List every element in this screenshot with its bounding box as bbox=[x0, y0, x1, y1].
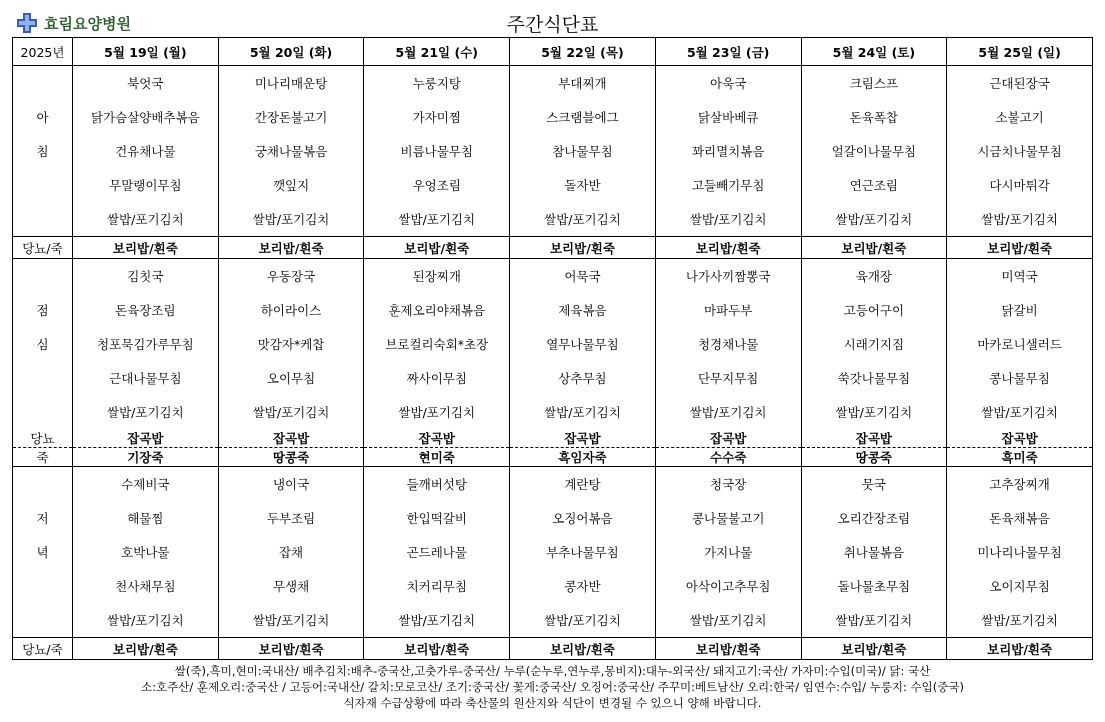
menu-item: 스크램블에그 bbox=[510, 100, 656, 134]
menu-item: 누룽지탕 bbox=[364, 66, 510, 101]
menu-item: 단무지무침 bbox=[655, 361, 801, 395]
dinner-row bbox=[13, 569, 1093, 603]
menu-item: 계란탕 bbox=[510, 467, 656, 502]
menu-item: 쌀밥/포기김치 bbox=[73, 395, 219, 429]
menu-item: 아삭이고추무침 bbox=[655, 569, 801, 603]
menu-item: 호박나물 bbox=[73, 535, 219, 569]
menu-item: 쌀밥/포기김치 bbox=[801, 395, 947, 429]
breakfast-special-row-item: 보리밥/흰죽 bbox=[364, 237, 510, 259]
dinner-label-cell bbox=[13, 467, 73, 502]
menu-item: 쌀밥/포기김치 bbox=[218, 603, 364, 638]
menu-item: 쌀밥/포기김치 bbox=[364, 603, 510, 638]
menu-item: 청경채나물 bbox=[655, 327, 801, 361]
dinner-row bbox=[13, 467, 1093, 502]
menu-item: 쌀밥/포기김치 bbox=[73, 603, 219, 638]
day-header: 5월 22일 (목) bbox=[510, 38, 656, 66]
dinner-label: 저 bbox=[13, 501, 73, 535]
breakfast-special-row-item: 보리밥/흰죽 bbox=[510, 237, 656, 259]
menu-item: 취나물볶음 bbox=[801, 535, 947, 569]
menu-item: 한입떡갈비 bbox=[364, 501, 510, 535]
menu-item: 콩자반 bbox=[510, 569, 656, 603]
breakfast-label-cell bbox=[13, 202, 73, 237]
lunch-diabetes-row-item: 잡곡밥 bbox=[364, 429, 510, 448]
page-title: 주간식단표 bbox=[506, 14, 599, 36]
menu-item: 짜사이무침 bbox=[364, 361, 510, 395]
menu-item: 쌀밥/포기김치 bbox=[947, 603, 1093, 638]
dinner-special-row-item: 보리밥/흰죽 bbox=[73, 638, 219, 660]
menu-item: 쌀밥/포기김치 bbox=[510, 202, 656, 237]
menu-item: 고등어구이 bbox=[801, 293, 947, 327]
menu-item: 근대나물무침 bbox=[73, 361, 219, 395]
menu-item: 시금치나물무침 bbox=[947, 134, 1093, 168]
menu-item: 곤드레나물 bbox=[364, 535, 510, 569]
dinner-label: 녁 bbox=[13, 535, 73, 569]
lunch-label-cell bbox=[13, 395, 73, 429]
menu-item: 연근조림 bbox=[801, 168, 947, 202]
menu-item: 닭가슴살양배추볶음 bbox=[73, 100, 219, 134]
menu-item: 쌀밥/포기김치 bbox=[947, 395, 1093, 429]
lunch-label: 심 bbox=[13, 327, 73, 361]
menu-item: 열무나물무침 bbox=[510, 327, 656, 361]
dinner-special-row-label: 당뇨/죽 bbox=[13, 638, 73, 660]
menu-item: 얼갈이나물무침 bbox=[801, 134, 947, 168]
menu-item: 부추나물무침 bbox=[510, 535, 656, 569]
lunch-diabetes-row-item: 잡곡밥 bbox=[218, 429, 364, 448]
menu-item: 무생채 bbox=[218, 569, 364, 603]
menu-item: 치커리무침 bbox=[364, 569, 510, 603]
menu-item: 오징어볶음 bbox=[510, 501, 656, 535]
hospital-name: 효림요양병원 bbox=[44, 14, 131, 33]
menu-item: 고들빼기무침 bbox=[655, 168, 801, 202]
lunch-diabetes-row-item: 잡곡밥 bbox=[801, 429, 947, 448]
menu-item: 쌀밥/포기김치 bbox=[364, 395, 510, 429]
menu-item: 다시마튀각 bbox=[947, 168, 1093, 202]
origin-note-2: 소:호주산/ 훈제오리:중국산 / 고등어:국내산/ 갈치:모로코산/ 조기:중국산/ 꽃게:중국산/ 오징어:중국산/ 주꾸미:베트남산/ 오리:한국/ 임연수:수입/ 누룽지: 수입(중국) bbox=[141, 680, 964, 694]
day-header: 5월 19일 (월) bbox=[73, 38, 219, 66]
lunch-porridge-row-item: 기장죽 bbox=[73, 448, 219, 467]
dinner-special-row-item: 보리밥/흰죽 bbox=[218, 638, 364, 660]
lunch-row bbox=[13, 361, 1093, 395]
lunch-porridge-row-item: 땅콩죽 bbox=[801, 448, 947, 467]
dinner-special-row-item: 보리밥/흰죽 bbox=[801, 638, 947, 660]
lunch-diabetes-row-label: 당뇨 bbox=[13, 429, 73, 448]
menu-item: 해물찜 bbox=[73, 501, 219, 535]
dinner-special-row bbox=[13, 638, 1093, 660]
origin-note-1: 쌀(죽),흑미,현미:국내산/ 배추김치:배추-중국산,고춧가루-중국산/ 누루(순누루,연누루,몽비지):대누-외국산/ 돼지고기:국산/ 가자미:수입(미국)/ 닭: 국산 bbox=[174, 664, 931, 678]
lunch-porridge-row-item: 흑미죽 bbox=[947, 448, 1093, 467]
menu-item: 쌀밥/포기김치 bbox=[655, 395, 801, 429]
breakfast-special-row-item: 보리밥/흰죽 bbox=[218, 237, 364, 259]
menu-item: 우동장국 bbox=[218, 259, 364, 294]
menu-item: 쌀밥/포기김치 bbox=[655, 603, 801, 638]
lunch-porridge-row-item: 흑임자죽 bbox=[510, 448, 656, 467]
menu-item: 수제비국 bbox=[73, 467, 219, 502]
menu-item: 쌀밥/포기김치 bbox=[510, 395, 656, 429]
menu-item: 나가사끼짬뽕국 bbox=[655, 259, 801, 294]
menu-item: 브로컬리숙회*초장 bbox=[364, 327, 510, 361]
breakfast-special-row-item: 보리밥/흰죽 bbox=[801, 237, 947, 259]
lunch-row bbox=[13, 259, 1093, 294]
dinner-special-row-item: 보리밥/흰죽 bbox=[947, 638, 1093, 660]
menu-item: 미역국 bbox=[947, 259, 1093, 294]
menu-item: 돈육장조림 bbox=[73, 293, 219, 327]
menu-item: 깻잎지 bbox=[218, 168, 364, 202]
breakfast-row bbox=[13, 66, 1093, 101]
menu-item: 김칫국 bbox=[73, 259, 219, 294]
day-header: 5월 24일 (토) bbox=[801, 38, 947, 66]
menu-item: 쌀밥/포기김치 bbox=[947, 202, 1093, 237]
menu-item: 상추무침 bbox=[510, 361, 656, 395]
lunch-row bbox=[13, 395, 1093, 429]
lunch-porridge-row-item: 현미죽 bbox=[364, 448, 510, 467]
menu-item: 닭갈비 bbox=[947, 293, 1093, 327]
dinner-special-row-item: 보리밥/흰죽 bbox=[510, 638, 656, 660]
year-label: 2025년 bbox=[13, 38, 73, 66]
menu-item: 오리간장조림 bbox=[801, 501, 947, 535]
breakfast-label: 아 bbox=[13, 100, 73, 134]
footer-notes bbox=[0, 663, 1105, 711]
lunch-label: 점 bbox=[13, 293, 73, 327]
day-header: 5월 20일 (화) bbox=[218, 38, 364, 66]
menu-item: 꽈리멸치볶음 bbox=[655, 134, 801, 168]
day-header: 5월 25일 (일) bbox=[947, 38, 1093, 66]
menu-item: 마카로니샐러드 bbox=[947, 327, 1093, 361]
menu-item: 아욱국 bbox=[655, 66, 801, 101]
lunch-label-cell bbox=[13, 259, 73, 294]
menu-item: 크림스프 bbox=[801, 66, 947, 101]
menu-item: 쌀밥/포기김치 bbox=[801, 603, 947, 638]
dinner-row bbox=[13, 603, 1093, 638]
menu-item: 마파두부 bbox=[655, 293, 801, 327]
menu-item: 육개장 bbox=[801, 259, 947, 294]
menu-item: 쌀밥/포기김치 bbox=[218, 395, 364, 429]
lunch-row bbox=[13, 293, 1093, 327]
menu-item: 된장찌개 bbox=[364, 259, 510, 294]
menu-item: 쌀밥/포기김치 bbox=[73, 202, 219, 237]
menu-item: 참나물무침 bbox=[510, 134, 656, 168]
menu-item: 돈육채볶음 bbox=[947, 501, 1093, 535]
dinner-special-row-item: 보리밥/흰죽 bbox=[655, 638, 801, 660]
breakfast-row bbox=[13, 134, 1093, 168]
menu-item: 훈제오리야채볶음 bbox=[364, 293, 510, 327]
menu-item: 맛감자*케찹 bbox=[218, 327, 364, 361]
lunch-diabetes-row-item: 잡곡밥 bbox=[73, 429, 219, 448]
menu-item: 제육볶음 bbox=[510, 293, 656, 327]
menu-item: 하이라이스 bbox=[218, 293, 364, 327]
lunch-diabetes-row-item: 잡곡밥 bbox=[655, 429, 801, 448]
lunch-diabetes-row-item: 잡곡밥 bbox=[510, 429, 656, 448]
menu-item: 청국장 bbox=[655, 467, 801, 502]
weekly-menu-table bbox=[12, 37, 1093, 660]
menu-item: 무말랭이무침 bbox=[73, 168, 219, 202]
menu-item: 쑥갓나물무침 bbox=[801, 361, 947, 395]
day-header: 5월 23일 (금) bbox=[655, 38, 801, 66]
breakfast-special-row-item: 보리밥/흰죽 bbox=[655, 237, 801, 259]
dinner-label-cell bbox=[13, 569, 73, 603]
breakfast-label: 침 bbox=[13, 134, 73, 168]
menu-item: 근대된장국 bbox=[947, 66, 1093, 101]
dinner-special-row-item: 보리밥/흰죽 bbox=[364, 638, 510, 660]
menu-item: 냉이국 bbox=[218, 467, 364, 502]
menu-item: 비름나물무침 bbox=[364, 134, 510, 168]
lunch-porridge-row-label: 죽 bbox=[13, 448, 73, 467]
menu-item: 고추장찌개 bbox=[947, 467, 1093, 502]
menu-item: 돌나물초무침 bbox=[801, 569, 947, 603]
menu-item: 콩나물불고기 bbox=[655, 501, 801, 535]
menu-item: 어묵국 bbox=[510, 259, 656, 294]
menu-item: 가지나물 bbox=[655, 535, 801, 569]
menu-item: 천사채무침 bbox=[73, 569, 219, 603]
breakfast-label-cell bbox=[13, 168, 73, 202]
dinner-row bbox=[13, 501, 1093, 535]
breakfast-row bbox=[13, 100, 1093, 134]
menu-item: 쌀밥/포기김치 bbox=[655, 202, 801, 237]
menu-item: 닭살바베큐 bbox=[655, 100, 801, 134]
lunch-porridge-row-item: 땅콩죽 bbox=[218, 448, 364, 467]
menu-item: 미나리매운탕 bbox=[218, 66, 364, 101]
menu-item: 돌자반 bbox=[510, 168, 656, 202]
menu-item: 시래기지짐 bbox=[801, 327, 947, 361]
lunch-label-cell bbox=[13, 361, 73, 395]
menu-item: 소불고기 bbox=[947, 100, 1093, 134]
menu-item: 건유채나물 bbox=[73, 134, 219, 168]
menu-item: 두부조림 bbox=[218, 501, 364, 535]
menu-item: 쌀밥/포기김치 bbox=[218, 202, 364, 237]
menu-item: 오이지무침 bbox=[947, 569, 1093, 603]
menu-item: 북엇국 bbox=[73, 66, 219, 101]
menu-item: 들깨버섯탕 bbox=[364, 467, 510, 502]
dinner-label-cell bbox=[13, 603, 73, 638]
menu-item: 우엉조림 bbox=[364, 168, 510, 202]
change-notice: 식자재 수급상황에 따라 축산물의 원산지와 식단이 변경될 수 있으니 양해 바랍니다. bbox=[343, 696, 762, 710]
menu-item: 쌀밥/포기김치 bbox=[510, 603, 656, 638]
menu-item: 돈육폭찹 bbox=[801, 100, 947, 134]
lunch-diabetes-row bbox=[13, 429, 1093, 448]
breakfast-row bbox=[13, 168, 1093, 202]
breakfast-label-cell bbox=[13, 66, 73, 101]
dinner-row bbox=[13, 535, 1093, 569]
day-header-row bbox=[13, 38, 1093, 66]
menu-item: 뭇국 bbox=[801, 467, 947, 502]
menu-item: 미나리나물무침 bbox=[947, 535, 1093, 569]
breakfast-special-row-label: 당뇨/죽 bbox=[13, 237, 73, 259]
breakfast-special-row-item: 보리밥/흰죽 bbox=[73, 237, 219, 259]
menu-item: 오이무침 bbox=[218, 361, 364, 395]
menu-item: 가자미찜 bbox=[364, 100, 510, 134]
breakfast-special-row bbox=[13, 237, 1093, 259]
lunch-porridge-row-item: 수수죽 bbox=[655, 448, 801, 467]
menu-item: 쌀밥/포기김치 bbox=[801, 202, 947, 237]
breakfast-row bbox=[13, 202, 1093, 237]
lunch-row bbox=[13, 327, 1093, 361]
menu-item: 궁채나물볶음 bbox=[218, 134, 364, 168]
menu-item: 부대찌개 bbox=[510, 66, 656, 101]
menu-item: 쌀밥/포기김치 bbox=[364, 202, 510, 237]
breakfast-special-row-item: 보리밥/흰죽 bbox=[947, 237, 1093, 259]
menu-item: 간장돈불고기 bbox=[218, 100, 364, 134]
menu-item: 잡채 bbox=[218, 535, 364, 569]
lunch-diabetes-row-item: 잡곡밥 bbox=[947, 429, 1093, 448]
day-header: 5월 21일 (수) bbox=[364, 38, 510, 66]
menu-item: 청포묵김가루무침 bbox=[73, 327, 219, 361]
lunch-porridge-row bbox=[13, 448, 1093, 467]
menu-item: 콩나물무침 bbox=[947, 361, 1093, 395]
